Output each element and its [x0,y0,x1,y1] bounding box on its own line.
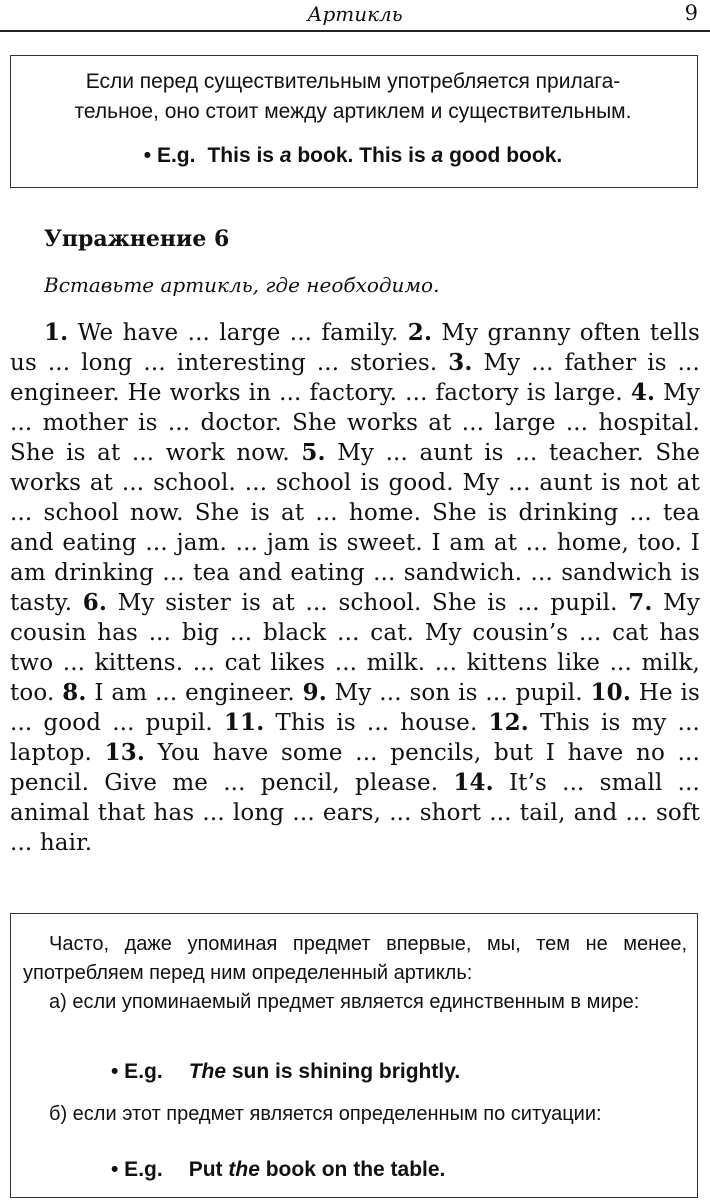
item-number: 11. [223,709,265,736]
item-number: 7. [628,589,653,616]
page-number: 9 [684,1,698,25]
rule-example [11,144,695,168]
item-text: I am ... engineer. [86,680,303,706]
item-number: 8. [62,679,87,706]
example-article-2: a [431,144,444,167]
item-number: 9. [302,679,327,706]
exercise-title: Упражнение 6 [44,226,230,252]
rule-text-line-2: тельное, оно стоит между артиклем и существительным. [74,100,632,123]
rule-paragraph-a: а) если упоминаемый предмет является единственным в мире: [49,991,640,1013]
example-label: • E.g. [111,1158,163,1181]
rule-example-1 [111,1060,460,1084]
rule-text-line-1: Если перед существительным употребляется прилага- [85,70,621,93]
item-text: My sister is at ... school. She is ... pupil. [107,590,629,616]
item-text: This is ... house. [264,710,489,736]
item-text: This is my ... laptop. [10,710,700,766]
rule-paragraph-b: б) если этот предмет является определенным по ситуации: [49,1103,602,1125]
item-number: 1. [44,319,69,346]
item-number: 10. [590,679,631,706]
example-text-post: book on the table. [259,1158,446,1181]
item-text: We have ... large ... family. [68,320,408,346]
example-article: the [228,1158,260,1181]
item-text: My ... mother is ... doctor. She works at ... large ... hospital. She is at ... work now. [10,380,700,466]
item-text: It’s ... small ... animal that has ... long ... ears, ... short ... tail, and ... soft ... hair. [10,770,700,856]
item-number: 14. [453,769,494,796]
item-text: My ... son is ... pupil. [326,680,591,706]
rule-box-definite-article [10,913,698,1198]
example-text-3: good book. [443,144,563,167]
item-number: 12. [488,709,529,736]
rule-example-2 [111,1158,445,1182]
running-title: Артикль [307,2,403,26]
item-number: 13. [104,739,146,766]
item-text: He is ... good ... pupil. [10,680,700,736]
exercise-instruction: Вставьте артикль, где необходимо. [44,273,440,297]
item-number: 3. [448,349,473,376]
item-text: My granny often tells us ... long ... interesting ... stories. [10,320,701,376]
item-number: 4. [630,379,656,406]
example-article-1: a [279,144,292,167]
example-text-2: book. This is [291,144,432,167]
example-text-pre: Put [188,1158,229,1181]
item-text: My cousin has ... big ... black ... cat. My cousin’s ... cat has two ... kittens. ... cat likes ... milk. ... kittens like ... milk, too. [10,590,700,706]
item-number: 6. [82,589,108,616]
rule-paragraph-intro: Часто, даже упоминая предмет впервые, мы, тем не менее, употребляем перед ним определенный артикль: [23,933,687,984]
item-text: My ... father is ... engineer. He works in ... factory. ... factory is large. [10,350,700,406]
exercise-text [10,318,700,858]
page-header [0,0,710,32]
example-article: The [188,1060,227,1083]
item-text: My ... aunt is ... teacher. She works at ... school. ... school is good. My ... aunt is not at ... school now. She is at ... home. She is drinking ... tea and eating ... jam. ... jam is sweet. I am at ... home, too. I am drinking ... tea and eating ... sandwich. ... sandwich is tasty. [10,440,700,616]
item-text: You have some ... pencils, but I have no ... pencil. Give me ... pencil, please. [10,740,700,796]
item-number: 5. [301,439,326,466]
example-label: • E.g. [111,1060,163,1083]
example-text-1: This is [207,144,280,167]
item-number: 2. [407,319,433,346]
rule-box-adjective [10,55,698,188]
example-text: sun is shining brightly. [226,1060,461,1083]
example-label: • E.g. [143,144,196,167]
